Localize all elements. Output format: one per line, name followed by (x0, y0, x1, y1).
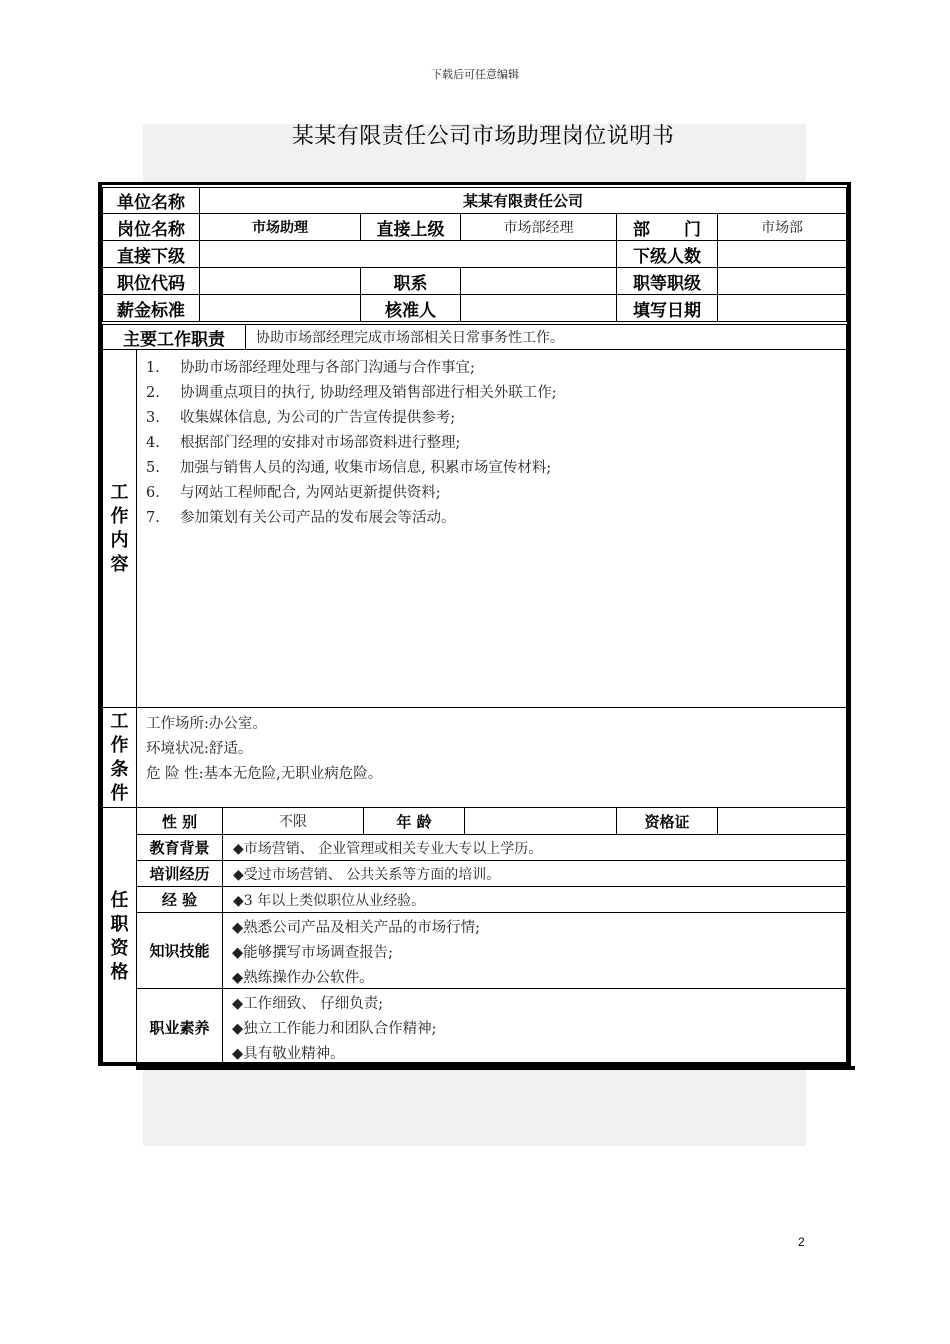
subordinate-value (199, 240, 617, 268)
item-number: 7. (146, 510, 160, 526)
page-number: 2 (798, 1235, 805, 1249)
knowledge-label: 知识技能 (136, 912, 223, 989)
age-label: 年 龄 (363, 807, 465, 835)
list-item (146, 381, 557, 402)
item-number: 3. (146, 410, 160, 426)
condition-line: 危 险 性:基本无危险,无职业病危险。 (146, 766, 383, 782)
knowledge-line: ◆熟悉公司产品及相关产品的市场行情; (232, 920, 481, 936)
list-item (146, 431, 460, 452)
unit-name-value: 某某有限责任公司 (199, 187, 847, 214)
position-code-value (199, 267, 361, 295)
training-label: 培训经历 (136, 860, 223, 887)
item-text: 与网站工程师配合, 为网站更新提供资料; (180, 485, 441, 501)
header-note: 下载后可任意编辑 (431, 68, 519, 81)
experience-label: 经 验 (136, 886, 223, 913)
work-conditions-char: 件 (110, 782, 129, 804)
work-conditions-char: 工 (110, 710, 129, 732)
work-content-label (102, 349, 137, 708)
item-number: 1. (146, 360, 160, 376)
item-text: 参加策划有关公司产品的发布展会等活动。 (180, 510, 456, 526)
qualifications-char: 格 (110, 961, 129, 983)
document-title: 某某有限责任公司市场助理岗位说明书 (291, 124, 675, 149)
subordinate-count-label: 下级人数 (616, 240, 718, 268)
list-item (146, 481, 441, 502)
list-item (146, 506, 456, 527)
work-content-char: 容 (110, 553, 129, 575)
salary-value (199, 294, 361, 322)
professional-quality-label: 职业素养 (136, 988, 223, 1066)
knowledge-line: ◆熟练操作办公软件。 (232, 970, 374, 986)
job-grade-label: 职等职级 (616, 267, 718, 295)
superior-label: 直接上级 (360, 213, 461, 241)
work-conditions-char: 作 (110, 734, 129, 756)
fill-date-label: 填写日期 (616, 294, 718, 322)
work-conditions-label (102, 707, 137, 808)
qualifications-char: 任 (110, 889, 129, 911)
job-series-label: 职系 (360, 267, 461, 295)
table-shadow (136, 1066, 855, 1070)
gender-label: 性 别 (136, 807, 223, 835)
knowledge-line: ◆能够撰写市场调查报告; (232, 945, 394, 961)
work-conditions-list (136, 707, 847, 808)
item-number: 5. (146, 460, 160, 476)
experience-value: ◆3 年以上类似职位从业经验。 (222, 886, 847, 913)
item-text: 协助市场部经理处理与各部门沟通与合作事宜; (180, 360, 475, 376)
list-item (146, 356, 475, 377)
department-label: 部 门 (616, 213, 718, 241)
education-label: 教育背景 (136, 834, 223, 861)
qualifications-char: 资 (110, 937, 129, 959)
list-item (146, 456, 551, 477)
subordinate-count-value (717, 240, 847, 268)
department-value: 市场部 (717, 213, 847, 241)
list-item (146, 406, 455, 427)
position-name-label: 岗位名称 (102, 213, 200, 241)
main-duty-label: 主要工作职责 (102, 324, 246, 350)
main-duty-value: 协助市场部经理完成市场部相关日常事务性工作。 (245, 324, 847, 350)
approver-label: 核准人 (360, 294, 461, 322)
certificate-value (717, 807, 847, 835)
work-conditions-char: 条 (110, 758, 129, 780)
knowledge-value (222, 912, 847, 989)
item-number: 2. (146, 385, 160, 401)
fill-date-value (717, 294, 847, 322)
quality-line: ◆具有敬业精神。 (232, 1046, 345, 1062)
age-value (464, 807, 617, 835)
certificate-label: 资格证 (616, 807, 718, 835)
training-value: ◆受过市场营销、 公共关系等方面的培训。 (222, 860, 847, 887)
qualifications-char: 职 (110, 913, 129, 935)
work-content-char: 内 (110, 529, 129, 551)
position-name-value: 市场助理 (199, 213, 361, 241)
unit-name-label: 单位名称 (102, 187, 200, 214)
education-value: ◆市场营销、 企业管理或相关专业大专以上学历。 (222, 834, 847, 861)
gender-value: 不限 (222, 807, 364, 835)
salary-label: 薪金标准 (102, 294, 200, 322)
item-text: 收集媒体信息, 为公司的广告宣传提供参考; (180, 410, 456, 426)
condition-line: 工作场所:办公室。 (146, 716, 267, 732)
professional-quality-value (222, 988, 847, 1066)
item-number: 6. (146, 485, 160, 501)
item-number: 4. (146, 435, 160, 451)
quality-line: ◆工作细致、 仔细负责; (232, 996, 384, 1012)
qualifications-label (102, 807, 137, 1066)
work-content-list (136, 349, 847, 708)
quality-line: ◆独立工作能力和团队合作精神; (232, 1021, 437, 1037)
job-series-value (460, 267, 617, 295)
condition-line: 环境状况:舒适。 (146, 741, 253, 757)
superior-value: 市场部经理 (460, 213, 617, 241)
work-content-char: 工 (110, 481, 129, 503)
subordinate-label: 直接下级 (102, 240, 200, 268)
position-code-label: 职位代码 (102, 267, 200, 295)
item-text: 根据部门经理的安排对市场部资料进行整理; (180, 435, 461, 451)
item-text: 加强与销售人员的沟通, 收集市场信息, 积累市场宣传材料; (180, 460, 552, 476)
work-content-char: 作 (110, 505, 129, 527)
item-text: 协调重点项目的执行, 协助经理及销售部进行相关外联工作; (180, 385, 557, 401)
approver-value (460, 294, 617, 322)
job-grade-value (717, 267, 847, 295)
